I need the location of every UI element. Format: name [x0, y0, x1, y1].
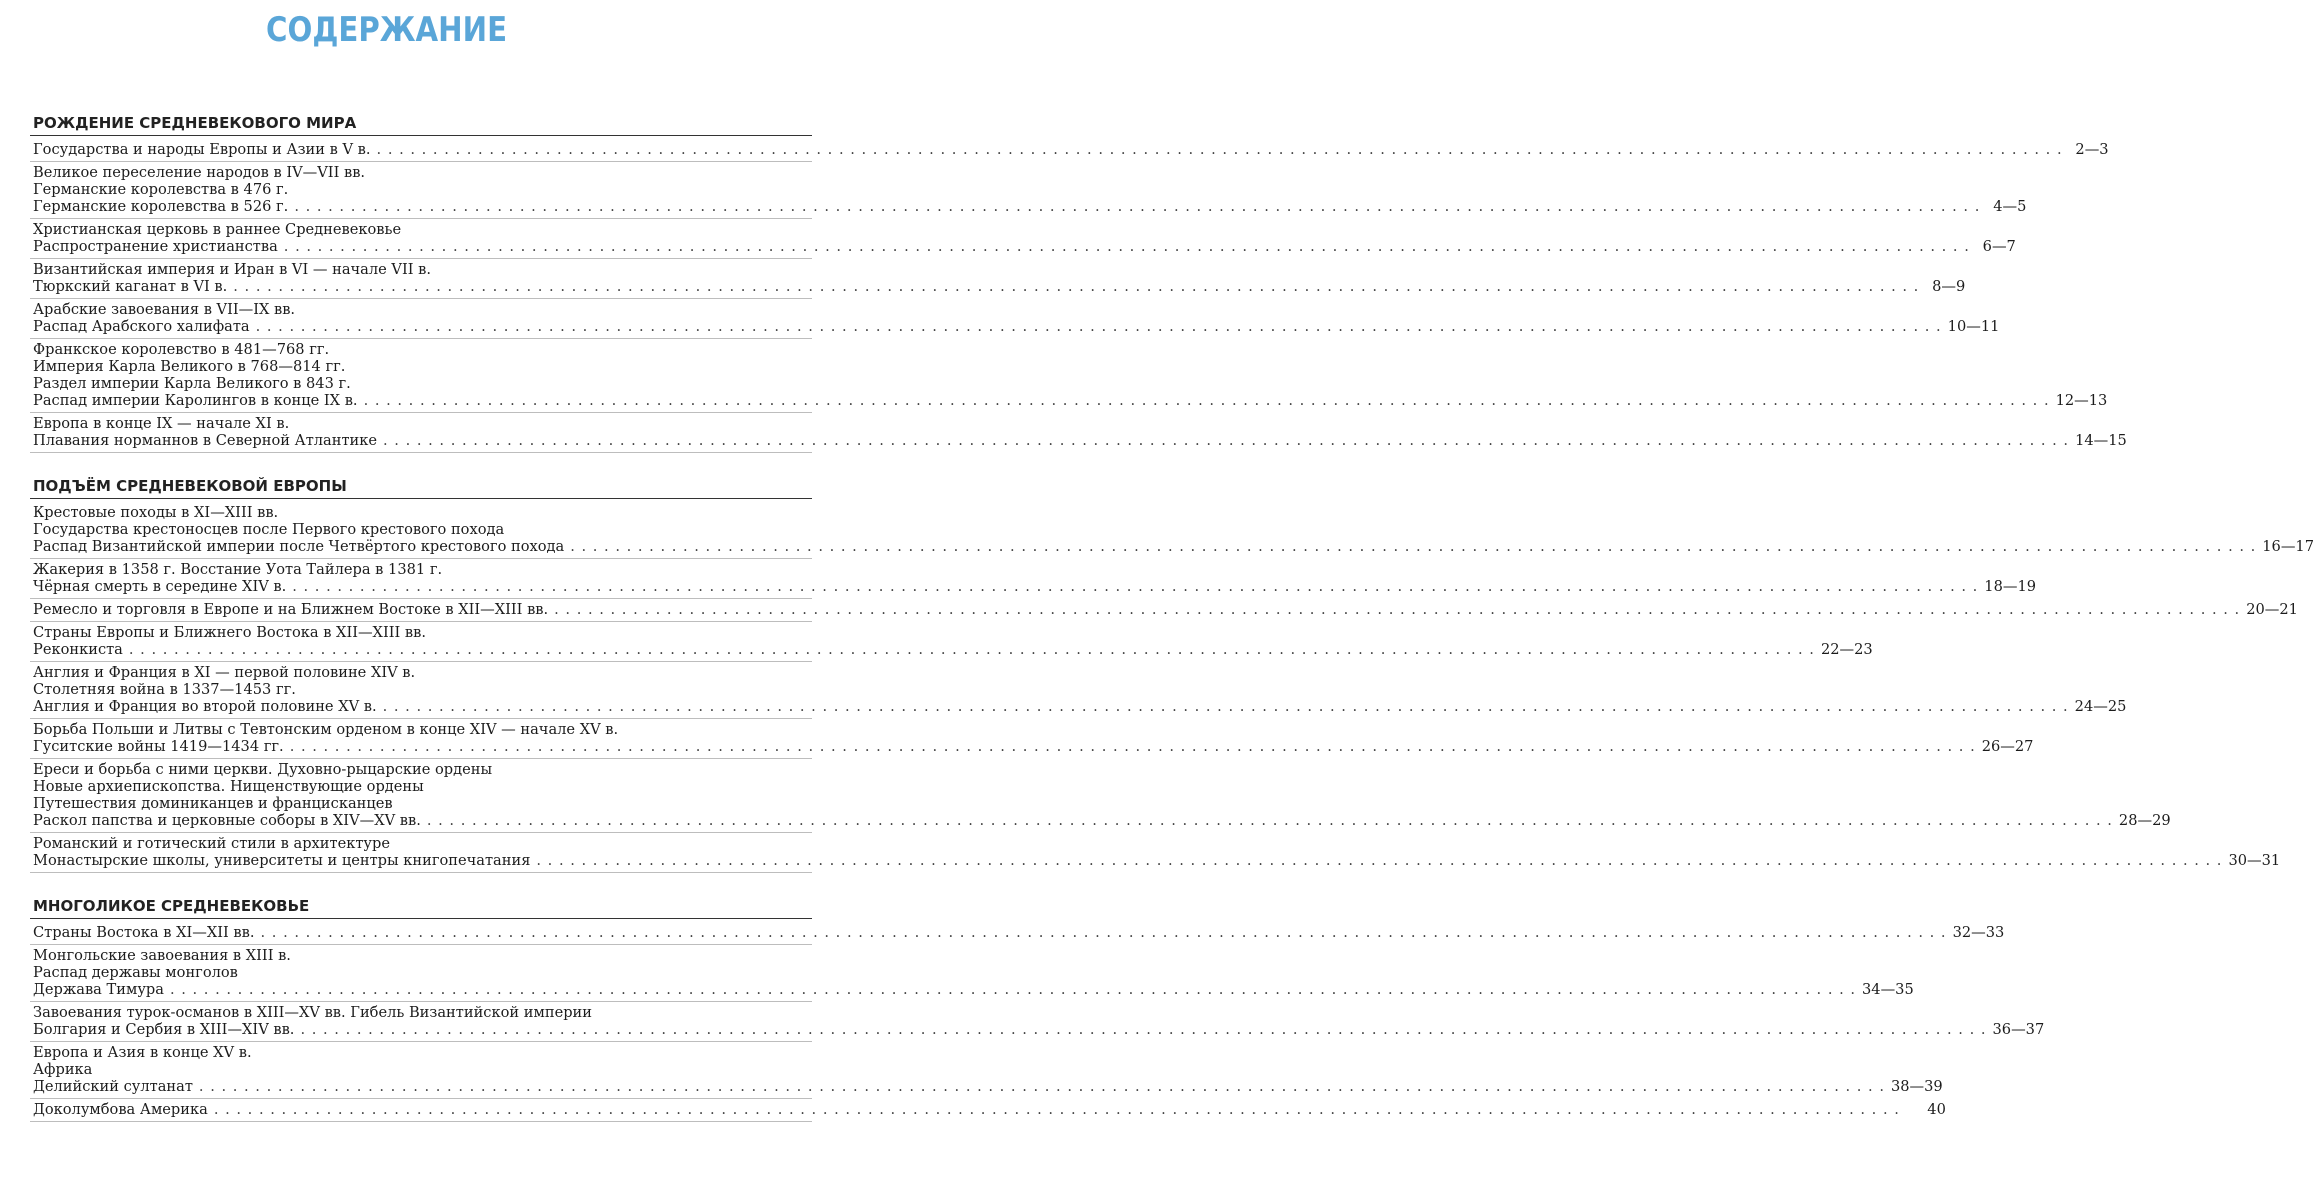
page-number: 34—35 — [1862, 981, 1914, 998]
toc-entry[interactable] — [30, 339, 2108, 413]
toc-entry[interactable] — [30, 945, 1914, 1002]
dot-leader: . . . . . . . . . . . . . . . . . . . . . . . . . . . . . . . . . . . . . . . . . . . . . . . . . . . . . . . . . . . . . . . . . . . . . . . . . . . . . . . . . . . . . . . . . . . . . . . . . . . . . . . . . . . . . . . . . . . . . . . . . . . . . . . . . . . . . . . . . . . . . . . . . . . . . . — [294, 198, 1981, 215]
toc-entry-line: Европа в конце IX — начале XI в. — [33, 415, 290, 432]
dot-leader: . . . . . . . . . . . . . . . . . . . . . . . . . . . . . . . . . . . . . . . . . . . . . . . . . . . . . . . . . . . . . . . . . . . . . . . . . . . . . . . . . . . . . . . . . . . . . . . . . . . . . . . . . . . . . . . . . . . . . . . . . . . . . . . . . . . . . . . . . . . . . . . . . . . . . . — [283, 238, 1970, 255]
toc-entry[interactable] — [30, 1099, 1946, 1122]
toc-entry-title: Раскол папства и церковные соборы в XIV—XV вв. — [33, 812, 421, 829]
toc-entry[interactable] — [30, 622, 1873, 662]
toc-entry[interactable] — [30, 139, 2109, 162]
toc-entry-line: Арабские завоевания в VII—IX вв. — [33, 301, 296, 318]
dot-leader: . . . . . . . . . . . . . . . . . . . . . . . . . . . . . . . . . . . . . . . . . . . . . . . . . . . . . . . . . . . . . . . . . . . . . . . . . . . . . . . . . . . . . . . . . . . . . . . . . . . . . . . . . . . . . . . . . . . . . . . . . . . . . . . . . . . . . . . . . . . . . . . . . . . . . . — [292, 578, 1979, 595]
toc-entry-title: Ремесло и торговля в Европе и на Ближнем Востоке в XII—XIII вв. — [33, 601, 549, 618]
dot-leader: . . . . . . . . . . . . . . . . . . . . . . . . . . . . . . . . . . . . . . . . . . . . . . . . . . . . . . . . . . . . . . . . . . . . . . . . . . . . . . . . . . . . . . . . . . . . . . . . . . . . . . . . . . . . . . . . . . . . . . . . . . . . . . . . . . . . . . . . . . . . . . . . . . . . . . — [426, 812, 2113, 829]
dot-leader: . . . . . . . . . . . . . . . . . . . . . . . . . . . . . . . . . . . . . . . . . . . . . . . . . . . . . . . . . . . . . . . . . . . . . . . . . . . . . . . . . . . . . . . . . . . . . . . . . . . . . . . . . . . . . . . . . . . . . . . . . . . . . . . . . . . . . . . . . . . . . . . . . . . . . . — [536, 852, 2223, 869]
dot-leader: . . . . . . . . . . . . . . . . . . . . . . . . . . . . . . . . . . . . . . . . . . . . . . . . . . . . . . . . . . . . . . . . . . . . . . . . . . . . . . . . . . . . . . . . . . . . . . . . . . . . . . . . . . . . . . . . . . . . . . . . . . . . . . . . . . . . . . . . . . . . . . . . . . . . . . — [213, 1101, 1900, 1118]
toc-entry-last-line — [33, 432, 2127, 449]
toc-entry[interactable] — [30, 299, 2000, 339]
toc-entry-line: Столетняя война в 1337—1453 гг. — [33, 681, 296, 698]
toc-entry-title: Страны Востока в XI—XII вв. — [33, 924, 255, 941]
toc-entry-title: Держава Тимура — [33, 981, 164, 998]
toc-entry[interactable] — [30, 259, 1966, 299]
toc-entry-last-line — [33, 698, 2127, 715]
dot-leader: . . . . . . . . . . . . . . . . . . . . . . . . . . . . . . . . . . . . . . . . . . . . . . . . . . . . . . . . . . . . . . . . . . . . . . . . . . . . . . . . . . . . . . . . . . . . . . . . . . . . . . . . . . . . . . . . . . . . . . . . . . . . . . . . . . . . . . . . . . . . . . . . . . . . . . — [300, 1021, 1987, 1038]
toc-entry-last-line — [33, 538, 2314, 555]
page-number: 14—15 — [2075, 432, 2127, 449]
toc-entry[interactable] — [30, 502, 2314, 559]
toc-entry-title: Распространение христианства — [33, 238, 278, 255]
page-number: 30—31 — [2228, 852, 2281, 869]
toc-section — [30, 891, 2045, 1122]
dot-leader: . . . . . . . . . . . . . . . . . . . . . . . . . . . . . . . . . . . . . . . . . . . . . . . . . . . . . . . . . . . . . . . . . . . . . . . . . . . . . . . . . . . . . . . . . . . . . . . . . . . . . . . . . . . . . . . . . . . . . . . . . . . . . . . . . . . . . . . . . . . . . . . . . . . . . . — [169, 981, 1857, 998]
toc-entry-line: Завоевания турок-османов в XIII—XV вв. Гибель Византийской империи — [33, 1004, 592, 1021]
toc-entry-line: Путешествия доминиканцев и францисканцев — [33, 795, 393, 812]
toc-entry-title: Распад Византийской империи после Четвёртого крестового похода — [33, 538, 565, 555]
toc-entry-line: Европа и Азия в конце XV в. — [33, 1044, 252, 1061]
toc-entry-line: Германские королевства в 476 г. — [33, 181, 289, 198]
toc-entry-last-line — [33, 981, 1914, 998]
page-number: 20—21 — [2246, 601, 2298, 618]
toc-entry[interactable] — [30, 719, 2034, 759]
toc-entry[interactable] — [30, 413, 2127, 453]
toc-entry-line: Англия и Франция в XI — первой половине XIV в. — [33, 664, 416, 681]
table-of-contents — [30, 108, 2314, 1140]
toc-entry-title: Распад империи Каролингов в конце IX в. — [33, 392, 358, 409]
page-number: 12—13 — [2055, 392, 2108, 409]
page-number: 24—25 — [2074, 698, 2127, 715]
page-number: 10—11 — [1947, 318, 2000, 335]
dot-leader: . . . . . . . . . . . . . . . . . . . . . . . . . . . . . . . . . . . . . . . . . . . . . . . . . . . . . . . . . . . . . . . . . . . . . . . . . . . . . . . . . . . . . . . . . . . . . . . . . . . . . . . . . . . . . . . . . . . . . . . . . . . . . . . . . . . . . . . . . . . . . . . . . . . . . . — [260, 924, 1947, 941]
toc-entry-line: Распад державы монголов — [33, 964, 238, 981]
toc-entry[interactable] — [30, 759, 2171, 833]
toc-section — [30, 108, 2127, 453]
toc-entry-last-line — [33, 601, 2298, 618]
toc-entry-title: Гуситские войны 1419—1434 гг. — [33, 738, 284, 755]
dot-leader: . . . . . . . . . . . . . . . . . . . . . . . . . . . . . . . . . . . . . . . . . . . . . . . . . . . . . . . . . . . . . . . . . . . . . . . . . . . . . . . . . . . . . . . . . . . . . . . . . . . . . . . . . . . . . . . . . . . . . . . . . . . . . . . . . . . . . . . . . . . . . . . . . . . . . . — [198, 1078, 1885, 1095]
toc-entry-last-line — [33, 578, 2037, 595]
dot-leader: . . . . . . . . . . . . . . . . . . . . . . . . . . . . . . . . . . . . . . . . . . . . . . . . . . . . . . . . . . . . . . . . . . . . . . . . . . . . . . . . . . . . . . . . . . . . . . . . . . . . . . . . . . . . . . . . . . . . . . . . . . . . . . . . . . . . . . . . . . . . . . . . . . . . . . — [289, 738, 1976, 755]
toc-entry-title: Англия и Франция во второй половине XV в. — [33, 698, 377, 715]
toc-entry-title: Делийский султанат — [33, 1078, 193, 1095]
toc-entry-line: Африка — [33, 1061, 93, 1078]
toc-entry-line: Новые архиепископства. Нищенствующие ордены — [33, 778, 424, 795]
toc-entry-last-line — [33, 1101, 1946, 1118]
page-number: 2—3 — [2075, 141, 2109, 158]
toc-entry-last-line — [33, 1021, 2045, 1038]
toc-entry[interactable] — [30, 559, 2037, 599]
toc-entry-title: Государства и народы Европы и Азии в V в. — [33, 141, 371, 158]
toc-entry-line: Жакерия в 1358 г. Восстание Уота Тайлера в 1381 г. — [33, 561, 443, 578]
dot-leader: . . . . . . . . . . . . . . . . . . . . . . . . . . . . . . . . . . . . . . . . . . . . . . . . . . . . . . . . . . . . . . . . . . . . . . . . . . . . . . . . . . . . . . . . . . . . . . . . . . . . . . . . . . . . . . . . . . . . . . . . . . . . . . . . . . . . . . . . . . . . . . . . . . . . . . — [570, 538, 2257, 555]
toc-entry-line: Крестовые походы в XI—XIII вв. — [33, 504, 279, 521]
page-number: 36—37 — [1992, 1021, 2045, 1038]
toc-entry-line: Ереси и борьба с ними церкви. Духовно-рыцарские ордены — [33, 761, 493, 778]
toc-entry-last-line — [33, 198, 2027, 215]
page-number: 40 — [1927, 1101, 1946, 1118]
toc-entry-title: Доколумбова Америка — [33, 1101, 208, 1118]
toc-entry-last-line — [33, 812, 2171, 829]
page-number: 26—27 — [1981, 738, 2034, 755]
toc-entry-last-line — [33, 141, 2109, 158]
page-number: 16—17 — [2262, 538, 2314, 555]
toc-entry-last-line — [33, 852, 2281, 869]
toc-entry[interactable] — [30, 833, 2281, 873]
page-number: 4—5 — [1993, 198, 2027, 215]
page-number: 38—39 — [1890, 1078, 1943, 1095]
toc-entry-line: Раздел империи Карла Великого в 843 г. — [33, 375, 351, 392]
dot-leader: . . . . . . . . . . . . . . . . . . . . . . . . . . . . . . . . . . . . . . . . . . . . . . . . . . . . . . . . . . . . . . . . . . . . . . . . . . . . . . . . . . . . . . . . . . . . . . . . . . . . . . . . . . . . . . . . . . . . . . . . . . . . . . . . . . . . . . . . . . . . . . . . . . . . . . — [376, 141, 2063, 158]
toc-entry-title: Монастырские школы, университеты и центры книгопечатания — [33, 852, 531, 869]
toc-entry-line: Империя Карла Великого в 768—814 гг. — [33, 358, 346, 375]
page-number: 18—19 — [1984, 578, 2037, 595]
toc-entry-title: Германские королевства в 526 г. — [33, 198, 289, 215]
toc-entry-title: Тюркский каганат в VI в. — [33, 278, 228, 295]
toc-entry-line: Христианская церковь в раннее Средневековье — [33, 221, 402, 238]
toc-entry-last-line — [33, 1078, 1943, 1095]
toc-entry[interactable] — [30, 922, 2005, 945]
dot-leader: . . . . . . . . . . . . . . . . . . . . . . . . . . . . . . . . . . . . . . . . . . . . . . . . . . . . . . . . . . . . . . . . . . . . . . . . . . . . . . . . . . . . . . . . . . . . . . . . . . . . . . . . . . . . . . . . . . . . . . . . . . . . . . . . . . . . . . . . . . . . . . . . . . . . . . — [383, 432, 2070, 449]
toc-entry-last-line — [33, 392, 2108, 409]
section-heading: ПОДЪЁМ СРЕДНЕВЕКОВОЙ ЕВРОПЫ — [30, 471, 812, 499]
toc-entry-last-line — [33, 238, 2016, 255]
page-number: 22—23 — [1820, 641, 1873, 658]
toc-entry-last-line — [33, 924, 2005, 941]
section-heading: РОЖДЕНИЕ СРЕДНЕВЕКОВОГО МИРА — [30, 108, 812, 136]
toc-entry-line: Монгольские завоевания в XIII в. — [33, 947, 291, 964]
toc-entry-line: Франкское королевство в 481—768 гг. — [33, 341, 330, 358]
dot-leader: . . . . . . . . . . . . . . . . . . . . . . . . . . . . . . . . . . . . . . . . . . . . . . . . . . . . . . . . . . . . . . . . . . . . . . . . . . . . . . . . . . . . . . . . . . . . . . . . . . . . . . . . . . . . . . . . . . . . . . . . . . . . . . . . . . . . . . . . . . . . . . . . . . . . . . — [128, 641, 1815, 658]
section-heading: МНОГОЛИКОЕ СРЕДНЕВЕКОВЬЕ — [30, 891, 812, 919]
dot-leader: . . . . . . . . . . . . . . . . . . . . . . . . . . . . . . . . . . . . . . . . . . . . . . . . . . . . . . . . . . . . . . . . . . . . . . . . . . . . . . . . . . . . . . . . . . . . . . . . . . . . . . . . . . . . . . . . . . . . . . . . . . . . . . . . . . . . . . . . . . . . . . . . . . . . . . — [233, 278, 1920, 295]
toc-entry-title: Распад Арабского халифата — [33, 318, 250, 335]
toc-entry[interactable] — [30, 1002, 2045, 1042]
page-number: 28—29 — [2118, 812, 2171, 829]
dot-leader: . . . . . . . . . . . . . . . . . . . . . . . . . . . . . . . . . . . . . . . . . . . . . . . . . . . . . . . . . . . . . . . . . . . . . . . . . . . . . . . . . . . . . . . . . . . . . . . . . . . . . . . . . . . . . . . . . . . . . . . . . . . . . . . . . . . . . . . . . . . . . . . . . . . . . . — [554, 601, 2241, 618]
toc-entry-line: Византийская империя и Иран в VI — начале VII в. — [33, 261, 431, 278]
toc-entry-title: Реконкиста — [33, 641, 123, 658]
page-number: 8—9 — [1932, 278, 1966, 295]
page-number: 6—7 — [1982, 238, 2016, 255]
toc-entry-last-line — [33, 738, 2034, 755]
toc-entry-last-line — [33, 318, 2000, 335]
toc-entry-last-line — [33, 278, 1966, 295]
toc-entry-title: Плавания норманнов в Северной Атлантике — [33, 432, 378, 449]
toc-entry[interactable] — [30, 1042, 1943, 1099]
toc-entry-line: Романский и готический стили в архитектуре — [33, 835, 390, 852]
toc-entry[interactable] — [30, 219, 2016, 259]
dot-leader: . . . . . . . . . . . . . . . . . . . . . . . . . . . . . . . . . . . . . . . . . . . . . . . . . . . . . . . . . . . . . . . . . . . . . . . . . . . . . . . . . . . . . . . . . . . . . . . . . . . . . . . . . . . . . . . . . . . . . . . . . . . . . . . . . . . . . . . . . . . . . . . . . . . . . . — [255, 318, 1942, 335]
toc-section — [30, 471, 2314, 873]
toc-entry-line: Борьба Польши и Литвы с Тевтонским орденом в конце XIV — начале XV в. — [33, 721, 619, 738]
page-number: 32—33 — [1952, 924, 2005, 941]
dot-leader: . . . . . . . . . . . . . . . . . . . . . . . . . . . . . . . . . . . . . . . . . . . . . . . . . . . . . . . . . . . . . . . . . . . . . . . . . . . . . . . . . . . . . . . . . . . . . . . . . . . . . . . . . . . . . . . . . . . . . . . . . . . . . . . . . . . . . . . . . . . . . . . . . . . . . . — [382, 698, 2069, 715]
toc-entry-line: Великое переселение народов в IV—VII вв. — [33, 164, 366, 181]
page-title: СОДЕРЖАНИЕ — [266, 10, 508, 50]
toc-entry-title: Болгария и Сербия в XIII—XIV вв. — [33, 1021, 295, 1038]
toc-entry-line: Государства крестоносцев после Первого крестового похода — [33, 521, 505, 538]
toc-entry[interactable] — [30, 162, 2027, 219]
toc-entry-title: Чёрная смерть в середине XIV в. — [33, 578, 287, 595]
toc-entry[interactable] — [30, 599, 2298, 622]
toc-entry-line: Страны Европы и Ближнего Востока в XII—XIII вв. — [33, 624, 426, 641]
toc-entry-last-line — [33, 641, 1873, 658]
toc-entry[interactable] — [30, 662, 2127, 719]
dot-leader: . . . . . . . . . . . . . . . . . . . . . . . . . . . . . . . . . . . . . . . . . . . . . . . . . . . . . . . . . . . . . . . . . . . . . . . . . . . . . . . . . . . . . . . . . . . . . . . . . . . . . . . . . . . . . . . . . . . . . . . . . . . . . . . . . . . . . . . . . . . . . . . . . . . . . . — [363, 392, 2050, 409]
